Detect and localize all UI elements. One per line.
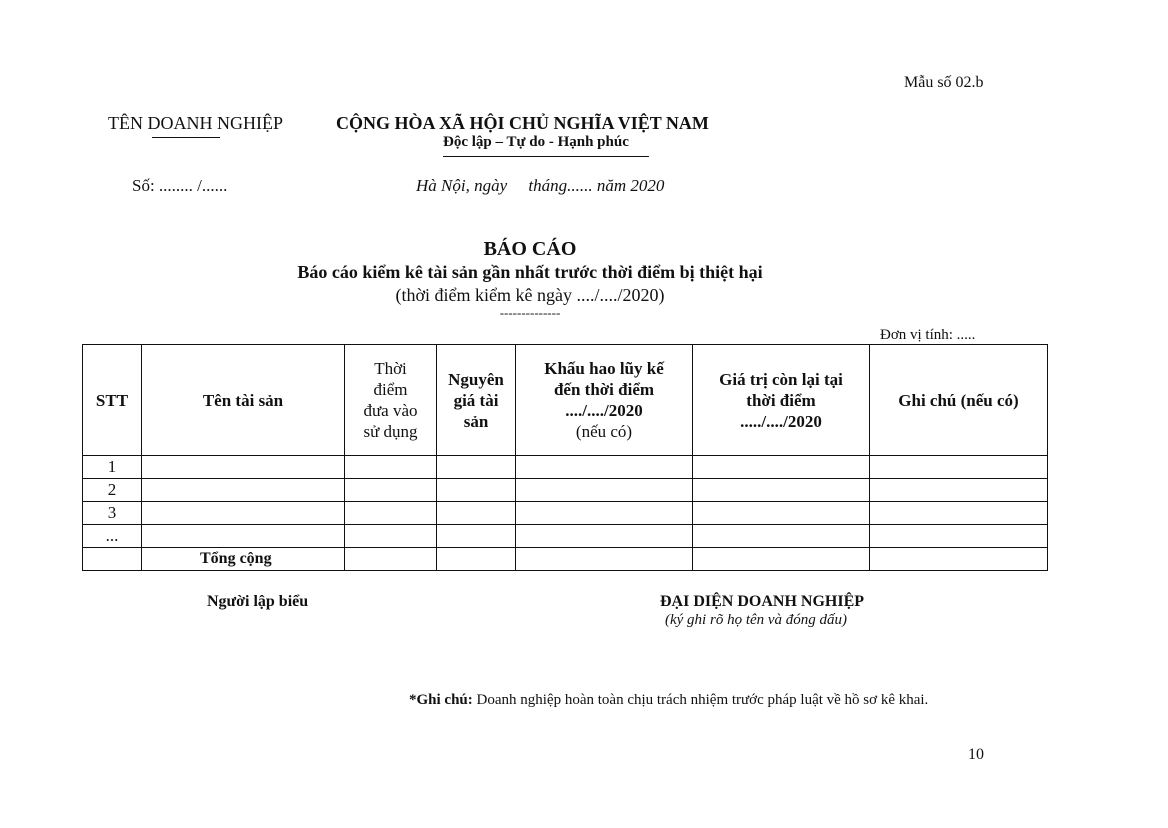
table-cell xyxy=(516,479,693,502)
document-number: Số: ........ /...... xyxy=(132,176,228,195)
preparer-signature-label: Người lập biểu xyxy=(207,593,309,610)
table-cell xyxy=(437,456,516,479)
header-original-cost xyxy=(437,345,516,456)
company-name: TÊN DOANH NGHIỆP xyxy=(108,113,283,133)
table-cell xyxy=(870,525,1048,548)
table-cell xyxy=(516,548,693,571)
row-number: 1 xyxy=(83,456,142,479)
header-original-cost-line: giá tài xyxy=(453,390,499,410)
table-cell xyxy=(142,456,345,479)
table-cell xyxy=(516,525,693,548)
header-depreciation-line: ..../..../2020 xyxy=(565,401,643,420)
table-cell xyxy=(345,502,437,525)
table-cell xyxy=(142,479,345,502)
table-cell xyxy=(345,548,437,571)
table-row xyxy=(83,456,1048,479)
table-cell xyxy=(345,456,437,479)
footnote-text: Doanh nghiệp hoàn toàn chịu trách nhiệm trước pháp luật về hồ sơ kê khai. xyxy=(472,692,929,708)
header-accumulated-depreciation xyxy=(516,345,693,456)
header-depreciation-line: Khấu hao lũy kế xyxy=(544,359,664,378)
header-original-cost-line: sản xyxy=(463,411,489,431)
country-name: CỘNG HÒA XÃ HỘI CHỦ NGHĨA VIỆT NAM xyxy=(336,113,709,133)
motto-underline xyxy=(443,156,649,157)
header-remaining-line: Giá trị còn lại tại xyxy=(719,369,843,389)
table-cell xyxy=(345,525,437,548)
table-cell xyxy=(437,548,516,571)
table-cell xyxy=(437,479,516,502)
table-cell xyxy=(516,502,693,525)
report-subtitle: Báo cáo kiểm kê tài sản gần nhất trước thời điểm bị thiệt hại xyxy=(297,262,763,282)
form-code: Mẫu số 02.b xyxy=(904,74,984,91)
header-usage-time-line: sử dụng xyxy=(363,422,418,441)
table-cell xyxy=(693,502,870,525)
title-separator: -------------- xyxy=(499,305,561,320)
national-motto: Độc lập – Tự do - Hạnh phúc xyxy=(443,134,629,150)
header-remaining-line: thời điểm xyxy=(746,390,816,410)
row-number: 2 xyxy=(83,479,142,502)
table-cell xyxy=(693,525,870,548)
row-number: ... xyxy=(83,525,142,548)
table-cell xyxy=(693,479,870,502)
table-row xyxy=(83,479,1048,502)
header-asset-name: Tên tài sản xyxy=(142,345,345,456)
report-inventory-date: (thời điểm kiểm kê ngày ..../..../2020) xyxy=(395,285,665,305)
table-cell xyxy=(693,548,870,571)
header-stt: STT xyxy=(83,345,142,456)
header-original-cost-line: Nguyên xyxy=(448,369,504,389)
row-number: 3 xyxy=(83,502,142,525)
table-cell xyxy=(345,479,437,502)
header-usage-time-line: Thời xyxy=(374,359,407,378)
representative-signature-label: ĐẠI DIỆN DOANH NGHIỆP xyxy=(660,593,865,610)
header-usage-time-line: đưa vào xyxy=(363,401,418,420)
table-cell xyxy=(142,502,345,525)
header-remaining-value xyxy=(693,345,870,456)
table-row xyxy=(83,525,1048,548)
header-usage-time-line: điểm xyxy=(373,380,408,399)
table-cell xyxy=(870,502,1048,525)
table-cell xyxy=(437,525,516,548)
header-depreciation-line: (nếu có) xyxy=(575,422,633,441)
header-usage-time xyxy=(345,345,437,456)
table-cell xyxy=(870,456,1048,479)
place-and-date: Hà Nội, ngày tháng...... năm 2020 xyxy=(416,176,665,195)
table-cell xyxy=(516,456,693,479)
table-total-row xyxy=(83,548,1048,571)
table-cell xyxy=(693,456,870,479)
header-depreciation-line: đến thời điểm xyxy=(553,380,655,399)
page-number: 10 xyxy=(968,746,984,763)
table-header-row xyxy=(83,345,1048,456)
header-remaining-line: ...../..../2020 xyxy=(740,411,822,431)
table-cell xyxy=(142,525,345,548)
header-notes: Ghi chú (nếu có) xyxy=(870,345,1048,456)
table-row xyxy=(83,502,1048,525)
representative-signature-note: (ký ghi rõ họ tên và đóng dấu) xyxy=(665,612,848,628)
table-cell xyxy=(437,502,516,525)
table-cell xyxy=(870,548,1048,571)
footnote-label: *Ghi chú: xyxy=(409,692,473,708)
footnote xyxy=(409,692,928,709)
table-cell xyxy=(870,479,1048,502)
report-title: BÁO CÁO xyxy=(483,238,577,260)
asset-table xyxy=(82,344,1048,571)
unit-label: Đơn vị tính: ..... xyxy=(880,327,976,343)
table-cell xyxy=(83,548,142,571)
total-label: Tổng cộng xyxy=(142,548,345,571)
company-name-underline xyxy=(152,137,220,138)
